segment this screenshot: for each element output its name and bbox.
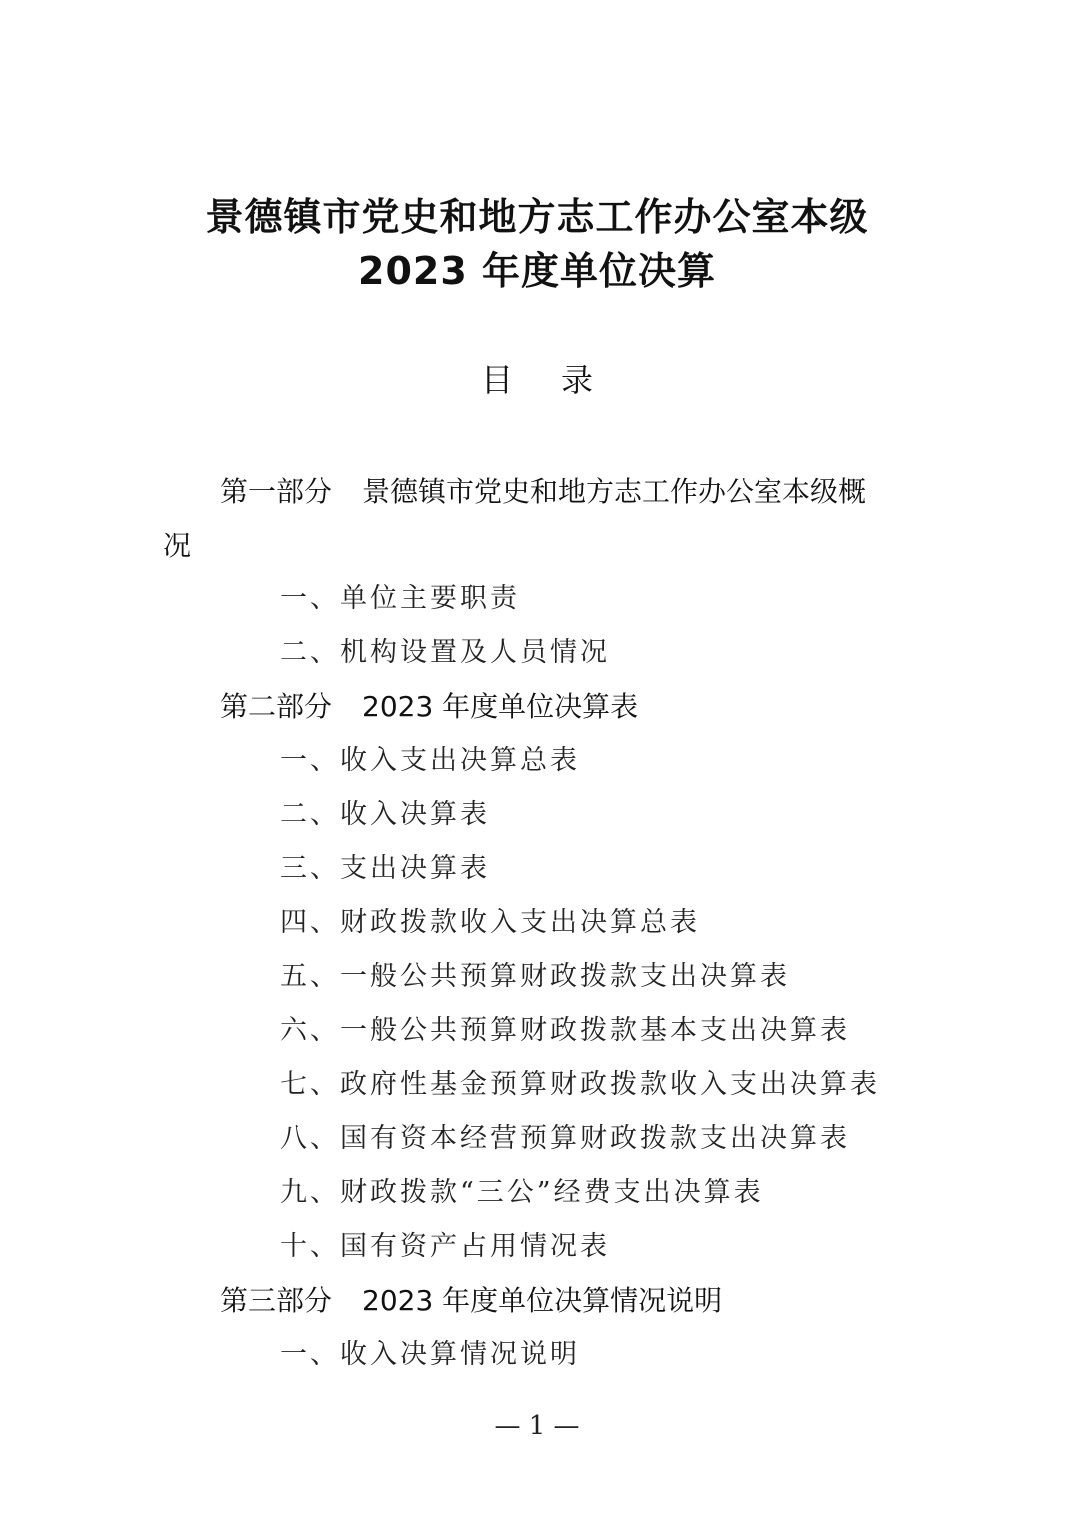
toc-item-2-5[interactable]: 五、一般公共预算财政拨款支出决算表 [280,961,790,992]
toc-part-3-label: 第三部分 [220,1284,333,1317]
toc-part-3-title: 2023 年度单位决算情况说明 [362,1284,723,1317]
toc-part-3[interactable] [220,1281,722,1321]
document-title-line-1: 景德镇市党史和地方志工作办公室本级 [205,195,869,239]
toc-part-2[interactable] [220,687,638,727]
toc-item-2-9[interactable]: 九、财政拨款“三公”经费支出决算表 [280,1177,764,1208]
toc-heading: 目录 [480,361,641,399]
toc-item-2-2[interactable]: 二、收入决算表 [280,799,490,830]
toc-part-2-title: 2023 年度单位决算表 [362,690,639,723]
page-number: — 1 — [494,1411,580,1441]
toc-item-2-1[interactable]: 一、收入支出决算总表 [280,745,580,776]
toc-item-2-7[interactable]: 七、政府性基金预算财政拨款收入支出决算表 [280,1069,880,1100]
toc-part-1-title-wrap: 况 [163,529,192,562]
toc-item-1-2[interactable]: 二、机构设置及人员情况 [280,637,610,668]
toc-item-2-6[interactable]: 六、一般公共预算财政拨款基本支出决算表 [280,1015,850,1046]
toc-item-3-1[interactable]: 一、收入决算情况说明 [280,1339,580,1370]
toc-part-1-title: 景德镇市党史和地方志工作办公室本级概 [362,475,867,508]
toc-part-2-label: 第二部分 [220,690,333,723]
toc-item-2-10[interactable]: 十、国有资产占用情况表 [280,1231,610,1262]
toc-item-2-4[interactable]: 四、财政拨款收入支出决算总表 [280,907,700,938]
toc-item-2-8[interactable]: 八、国有资本经营预算财政拨款支出决算表 [280,1123,850,1154]
toc-part-1[interactable] [220,472,866,512]
document-title-line-2: 2023 年度单位决算 [358,249,716,293]
toc-part-1-label: 第一部分 [220,475,333,508]
toc-item-2-3[interactable]: 三、支出决算表 [280,853,490,884]
toc-item-1-1[interactable]: 一、单位主要职责 [280,583,520,614]
